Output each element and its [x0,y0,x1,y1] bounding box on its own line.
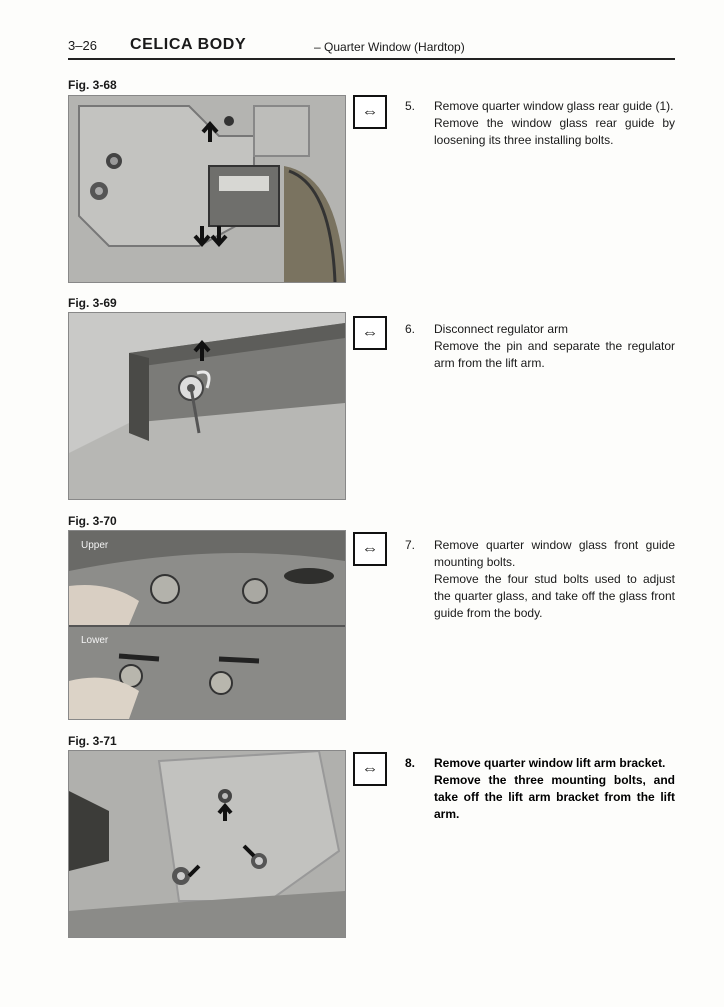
left-right-arrow-icon: ⇔ [353,532,387,566]
step-number: 7. [405,538,416,552]
photo-regulator-arm [69,313,345,499]
photo-label-lower: Lower [81,635,109,646]
step-heading: Disconnect regulator arm [434,322,569,336]
figure-photo-3-68 [68,95,346,283]
left-right-arrow-icon: ⇔ [353,752,387,786]
figure-photo-3-69 [68,312,346,500]
figure-label: Fig. 3-70 [68,514,117,528]
step-5 [405,98,675,149]
photo-lift-arm-bracket [69,751,345,937]
page-header [68,36,675,60]
step-heading: Remove quarter window glass front guide mounting bolts. [434,538,675,569]
section-title: CELICA BODY [130,36,247,53]
figure-label: Fig. 3-69 [68,296,117,310]
step-detail: Remove the three mounting bolts, and take off the lift arm bracket from the lift arm. [434,773,675,821]
step-heading: Remove quarter window glass rear guide (1). [434,99,674,113]
step-number: 5. [405,99,416,113]
left-right-arrow-icon: ⇔ [353,316,387,350]
figure-label: Fig. 3-71 [68,734,117,748]
step-detail: Remove the pin and separate the regulator arm from the lift arm. [434,339,675,370]
step-7 [405,537,675,622]
step-number: 6. [405,322,416,336]
figure-photo-3-70 [68,530,346,720]
left-right-arrow-icon: ⇔ [353,95,387,129]
step-heading: Remove quarter window lift arm bracket. [434,756,666,770]
section-subtitle: – Quarter Window (Hardtop) [314,40,465,54]
figure-photo-3-71 [68,750,346,938]
photo-door-panel-rear-guide [69,96,345,282]
step-detail: Remove the four stud bolts used to adjust the quarter glass, and take off the glass front guide from the body. [434,572,675,620]
photo-label-upper: Upper [81,540,109,551]
figure-label: Fig. 3-68 [68,78,117,92]
step-6 [405,321,675,372]
step-8 [405,755,675,823]
photo-front-guide-bolts [69,531,345,719]
page-number: 3–26 [68,38,97,53]
step-detail: Remove the window glass rear guide by loosening its three installing bolts. [434,116,675,147]
step-number: 8. [405,756,416,770]
